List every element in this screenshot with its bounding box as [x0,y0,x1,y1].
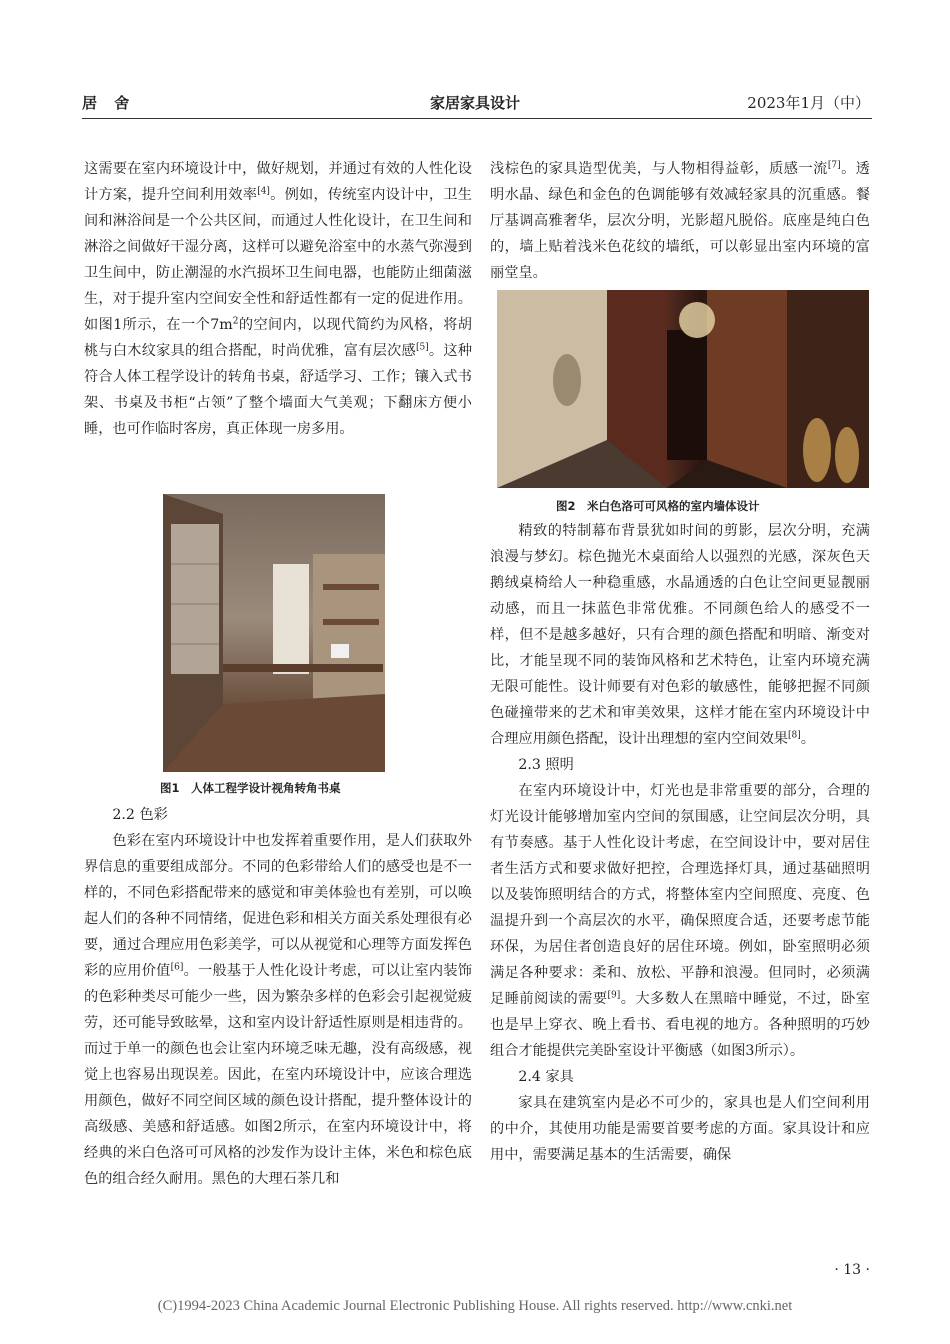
figure-2-photo [497,290,869,488]
figure-1-photo [163,494,385,772]
section-heading-2-2: 2.2 色彩 [112,807,168,823]
figure-2-caption: 图2 米白色洛可可风格的室内墙体设计 [556,499,760,513]
section-heading-2-3: 2.3 照明 [518,757,574,773]
journal-name: 居 舍 [82,94,136,112]
paragraph: 家具在建筑室内是必不可少的，家具也是人们空间利用的中介，其使用功能是需要首要考虑的方面。家具设计和应用中，需要满足基本的生活需要，确保 [490,1095,870,1163]
paragraph: 色彩在室内环境设计中也发挥着重要作用，是人们获取外界信息的重要组成部分。不同的色彩带给人们的感受也是不一样的，不同色彩搭配带来的感觉和审美体验也有差别，可以唤起人们的各种不同情绪，促进色彩和相关方面关系处理很有必要，通过合理应用色彩美学，可以从视觉和心理等方面发挥色彩的应用价值[6]。一般基于人性化设计考虑，可以让室内装饰的色彩种类尽可能少一些，因为繁杂多样的色彩会引起视觉疲劳，还可能导致眩晕，这和室内设计舒适性原则是相违背的。而过于单一的颜色也会让室内环境乏味无趣，没有高级感，视觉上也容易出现误差。因此，在室内环境设计中，应该合理选用颜色，做好不同空间区域的颜色设计搭配，提升整体设计的高级感、美感和舒适感。如图2所示，在室内环境设计中，将经典的米白色洛可可风格的沙发作为设计主体，米色和棕色底色的组合经久耐用。黑色的大理石茶几和 [84,833,472,1187]
copyright-footer: (C)1994-2023 China Academic Journal Electronic Publishing House. All rights reserved. http://www.cnki.net [157,1298,793,1314]
paragraph: 在室内环境设计中，灯光也是非常重要的部分，合理的灯光设计能够增加室内空间的氛围感，让空间层次分明，具有节奏感。基于人性化设计考虑，在空间设计中，要对居住者生活方式和要求做好把控，合理选择灯具，通过基础照明以及装饰照明结合的方式，将整体室内空间照度、亮度、色温提升到一个高层次的水平，确保照度合适，还要考虑节能环保，为居住者创造良好的居住环境。例如，卧室照明必须满足各种要求：柔和、放松、平静和浪漫。但同时，必须满足睡前阅读的需要[9]。大多数人在黑暗中睡觉，不过，卧室也是早上穿衣、晚上看书、看电视的地方。各种照明的巧妙组合才能提供完美卧室设计平衡感（如图3所示）。 [490,783,870,1059]
left-column-top [84,156,472,442]
left-column-bottom [84,802,472,1192]
issue-date: 2023年1月（中） [747,94,870,112]
figure-1-caption: 图1 人体工程学设计视角转角书桌 [160,781,341,795]
paragraph: 这需要在室内环境设计中，做好规划，并通过有效的人性化设计方案，提升空间利用效率[4]。例如，传统室内设计中，卫生间和淋浴间是一个公共区间，而通过人性化设计，在卫生间和淋浴之间做好干湿分离，这样可以避免浴室中的水蒸气弥漫到卫生间中，防止潮湿的水汽损坏卫生间电器，也能防止细菌滋生，对于提升室内空间安全性和舒适性都有一定的促进作用。如图1所示，在一个$7m^2$的空间内，以现代简约为风格，将胡桃与白木纹家具的组合搭配，时尚优雅，富有层次感[5]。这种符合人体工程学设计的转角书桌，舒适学习、工作；镶入式书架、书桌及书柜“占领”了整个墙面大气美观；下翻床方便小睡，也可作临时客房，真正体现一房多用。 [84,161,472,437]
section-title: 家居家具设计 [429,94,520,112]
page-number: · 13 · [834,1262,870,1278]
right-column-top [490,156,870,286]
paragraph: 精致的特制幕布背景犹如时间的剪影，层次分明，充满浪漫与梦幻。棕色抛光木桌面给人以强烈的光感，深灰色天鹅绒桌椅给人一种稳重感，水晶通透的白色让空间更显靓丽动感，而且一抹蓝色非常优雅。不同颜色给人的感受不一样，但不是越多越好，只有合理的颜色搭配和明暗、渐变对比，才能呈现不同的装饰风格和艺术特色，让室内环境充满无限可能性。设计师要有对色彩的敏感性，能够把握不同颜色碰撞带来的艺术和审美效果，这样才能在室内环境设计中合理应用颜色搭配，设计出理想的室内空间效果[8]。 [490,523,870,747]
section-heading-2-4: 2.4 家具 [518,1069,574,1085]
paragraph: 浅棕色的家具造型优美，与人物相得益彰，质感一流[7]。透明水晶、绿色和金色的色调能够有效减轻家具的沉重感。餐厅基调高雅奢华，层次分明，光影超凡脱俗。底座是纯白色的，墙上贴着浅米色花纹的墙纸，可以彰显出室内环境的富丽堂皇。 [490,160,870,281]
header-rule [82,118,872,119]
right-column-bottom [490,518,870,1168]
